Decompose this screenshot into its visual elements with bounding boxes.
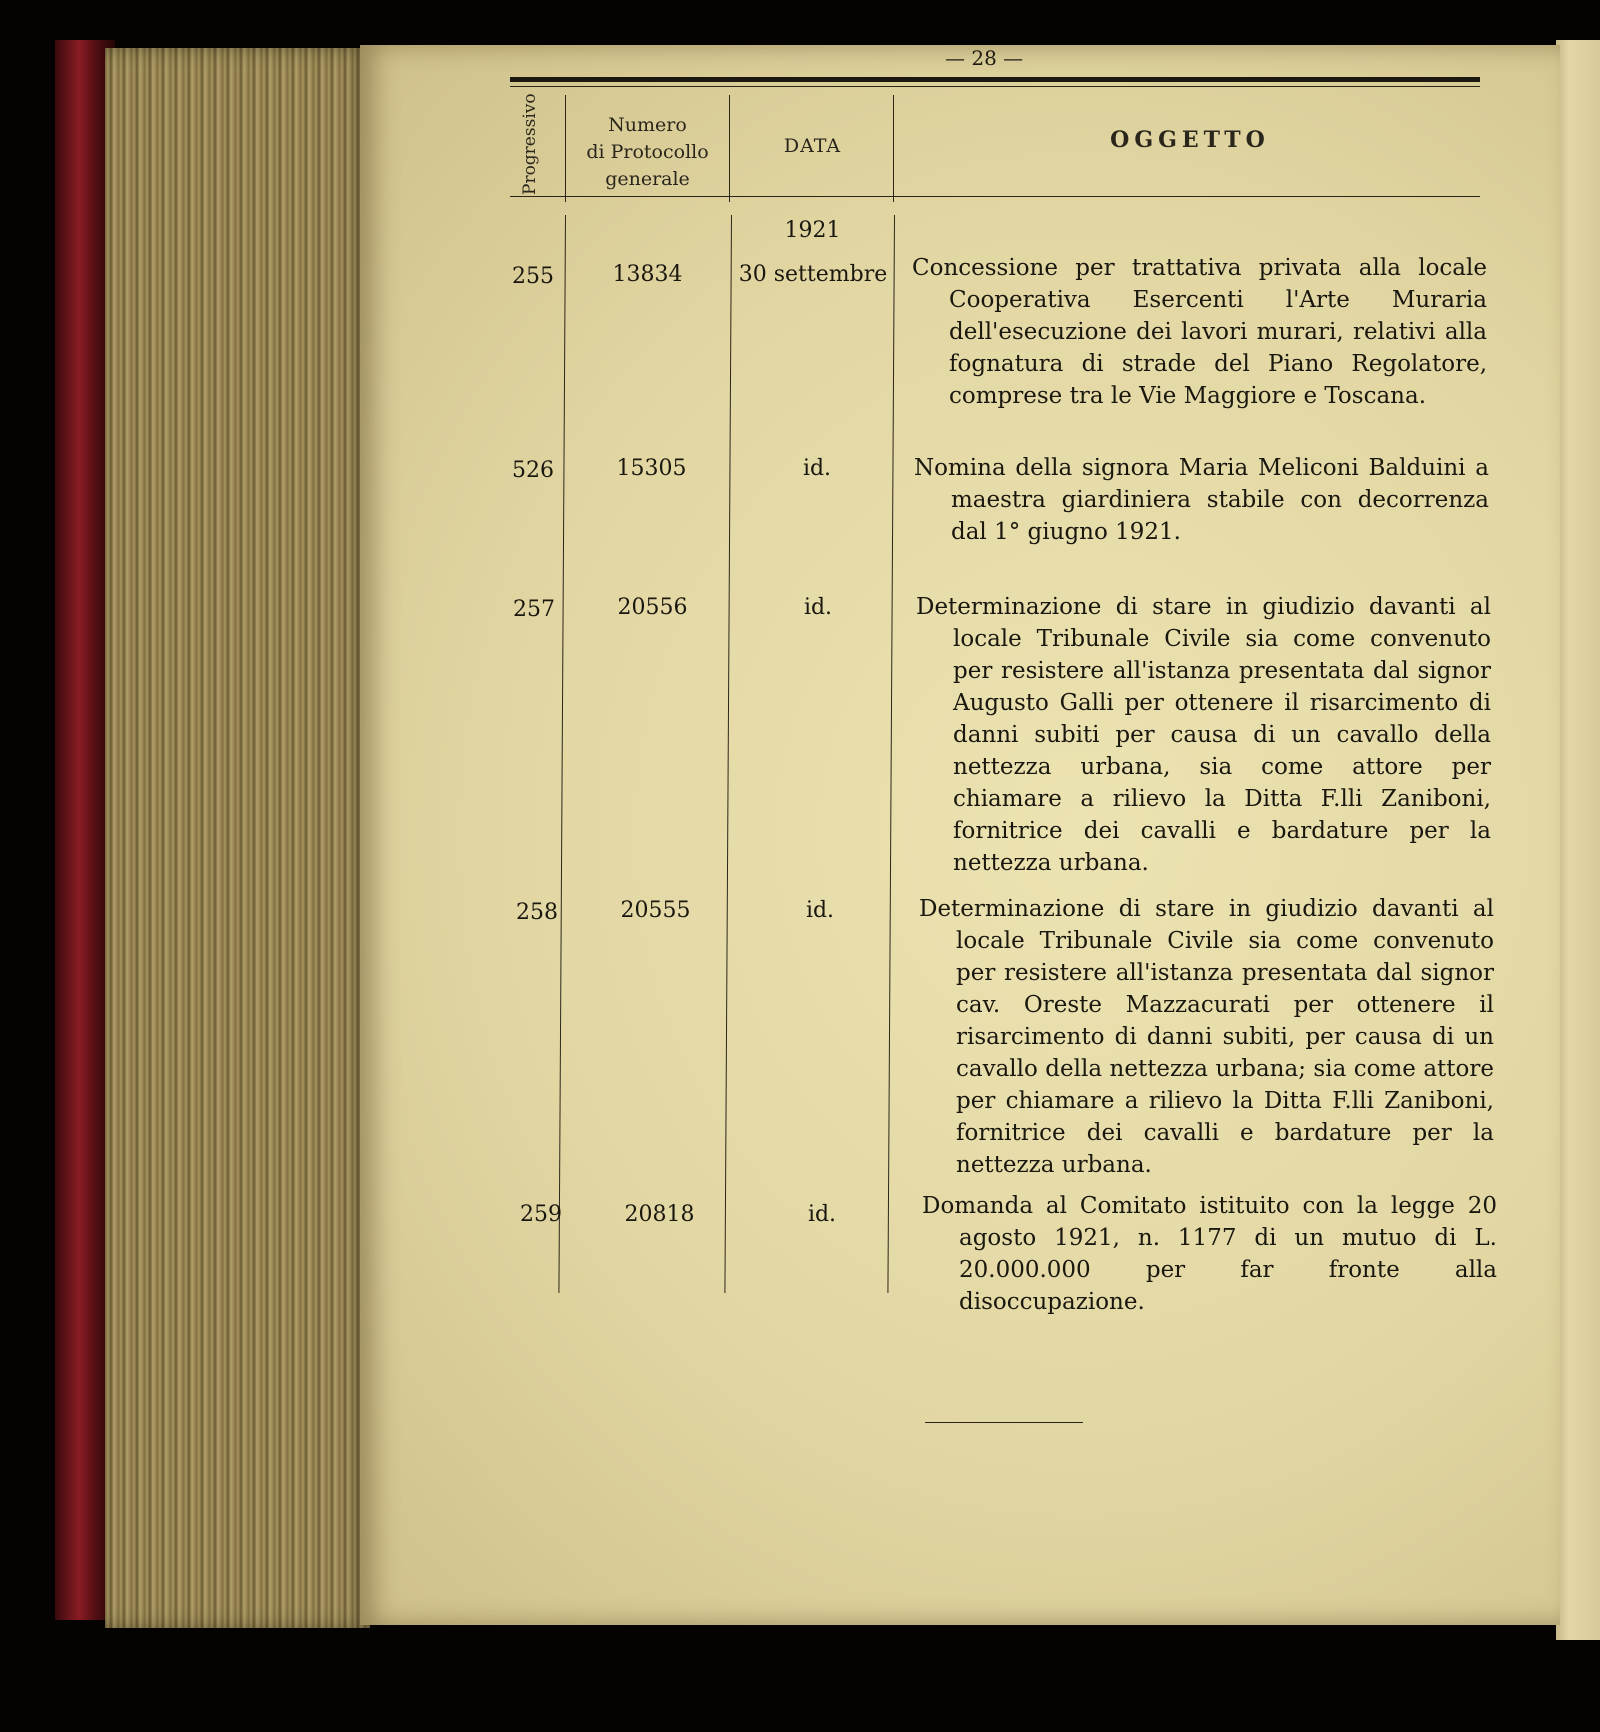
row-data: id. [803, 595, 833, 620]
row-oggetto: Determinazione di stare in giudizio davanti al locale Tribunale Civile sia come convenuto per resistere all'istanza presentata dal signor Augusto Galli per ottenere il risarcimento di danni subiti per causa di un cavallo della nettezza urbana, sia come attore per chiamare a rilievo la Ditta F.lli Zaniboni, fornitrice dei cavalli e bardature per la nettezza urbana. [916, 594, 1491, 876]
row-numero: 13834 [612, 262, 683, 287]
header-rule [510, 196, 1480, 197]
row-numero: 15305 [616, 456, 687, 481]
row-data: id. [805, 898, 835, 923]
year-label: 1921 [784, 218, 841, 243]
header-numero: Numero di Protocollo generale [586, 114, 709, 190]
page-edges [105, 48, 370, 1628]
facing-page-edge [1556, 40, 1600, 1640]
row-oggetto: Concessione per trattativa privata alla locale Cooperativa Esercenti l'Arte Muraria dell'esecuzione dei lavori murari, relativi alla fognatura di strade del Piano Regolatore, comprese tra le Vie Maggiore e Toscana. [912, 255, 1487, 409]
row-numero: 20556 [617, 595, 688, 620]
page-number: — 28 — [945, 46, 1024, 70]
row-progressivo: 526 [512, 458, 554, 483]
header-progressivo: Progressivo [520, 93, 540, 195]
row-data: id. [807, 1202, 837, 1227]
end-rule [925, 1422, 1083, 1423]
row-oggetto: Determinazione di stare in giudizio davanti al locale Tribunale Civile sia come convenuto per resistere all'istanza presentata dal signor cav. Oreste Mazzacurati per ottenere il risarcimento di danni subiti, per causa di un cavallo della nettezza urbana; sia come attore per chiamare a rilievo la Ditta F.lli Zaniboni, fornitrice dei cavalli e bardature per la nettezza urbana. [919, 896, 1494, 1178]
top-rule [510, 77, 1480, 82]
column-divider [565, 95, 566, 202]
row-progressivo: 259 [520, 1202, 562, 1227]
row-progressivo: 257 [513, 597, 555, 622]
row-oggetto: Nomina della signora Maria Meliconi Balduini a maestra giardiniera stabile con decorrenza dal 1° giugno 1921. [914, 455, 1489, 545]
row-data: id. [802, 456, 832, 481]
column-divider [729, 95, 730, 202]
row-progressivo: 255 [512, 264, 554, 289]
row-numero: 20555 [620, 898, 691, 923]
header-oggetto: OGGETTO [1110, 127, 1270, 153]
row-oggetto: Domanda al Comitato istituito con la legge 20 agosto 1921, n. 1177 di un mutuo di L. 20.000.000 per far fronte alla disoccupazione. [922, 1193, 1497, 1315]
row-numero: 20818 [624, 1202, 695, 1227]
top-rule-thin [510, 86, 1480, 87]
column-divider [893, 95, 894, 202]
header-data: DATA [783, 135, 842, 157]
row-data: 30 settembre [738, 262, 888, 287]
row-progressivo: 258 [516, 900, 558, 925]
